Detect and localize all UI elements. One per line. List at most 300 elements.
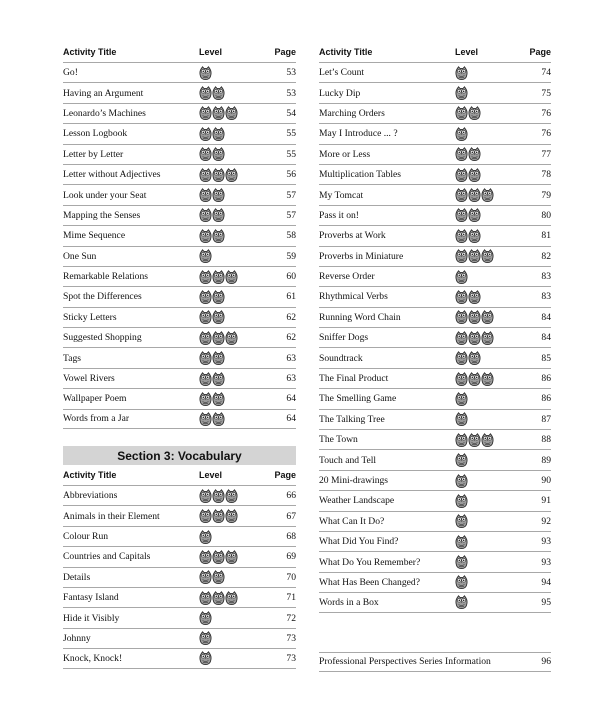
page-header: Page (529, 47, 551, 57)
page-number: 69 (286, 551, 296, 563)
level-owls (455, 351, 510, 365)
page-number: 63 (286, 352, 296, 364)
level-owls (199, 550, 254, 564)
table-row (63, 368, 296, 388)
page-number: 54 (286, 107, 296, 119)
activity-title: What Can It Do? (319, 515, 385, 527)
page-number: 83 (541, 291, 551, 303)
level-owls (199, 351, 254, 365)
level-owls (455, 433, 510, 447)
activity-title: What Do You Remember? (319, 556, 421, 568)
owl-icon (199, 509, 212, 523)
owl-icon (212, 106, 225, 120)
owl-icon (199, 570, 212, 584)
left-rows (63, 62, 296, 429)
owl-icon (455, 270, 468, 284)
owl-icon (468, 310, 481, 324)
owl-icon (481, 433, 494, 447)
activity-title: Tags (63, 352, 81, 364)
activity-title: The Final Product (319, 373, 389, 385)
activity-title: What Has Been Changed? (319, 576, 420, 588)
owl-icon (455, 351, 468, 365)
level-owls (455, 249, 510, 263)
owl-icon (199, 351, 212, 365)
table-row (63, 607, 296, 627)
page-number: 53 (286, 67, 296, 79)
owl-icon (225, 331, 238, 345)
page-number: 64 (286, 413, 296, 425)
activity-title-header: Activity Title (63, 47, 117, 57)
owl-icon (481, 331, 494, 345)
level-header: Level (199, 470, 223, 481)
owl-icon (455, 392, 468, 406)
owl-icon (199, 290, 212, 304)
table-row (319, 286, 551, 306)
page-number: 85 (541, 352, 551, 364)
owl-icon (225, 509, 238, 523)
activity-title: 20 Mini-drawings (319, 475, 389, 486)
activity-title: Proverbs in Miniature (319, 250, 404, 262)
level-owls (455, 372, 510, 386)
owl-icon (199, 208, 212, 222)
owl-icon (199, 530, 212, 544)
owl-icon (225, 489, 238, 503)
owl-icon (199, 168, 212, 182)
level-owls (199, 168, 254, 182)
owl-icon (468, 249, 481, 263)
professional-perspectives-title: Professional Perspectives Series Information (319, 656, 491, 668)
level-owls (455, 147, 510, 161)
owl-icon (455, 249, 468, 263)
activity-title: Colour Run (63, 531, 109, 542)
level-owls (455, 66, 510, 80)
owl-icon (212, 310, 225, 324)
owl-icon (199, 147, 212, 161)
level-owls (199, 147, 254, 161)
owl-icon (455, 86, 468, 100)
table-row (319, 327, 551, 347)
owl-icon (212, 331, 225, 345)
owl-icon (481, 188, 494, 202)
activity-title: Pass it on! (319, 209, 359, 221)
owl-icon (468, 433, 481, 447)
page-number: 70 (286, 571, 296, 583)
activity-title: Words from a Jar (63, 413, 130, 425)
level-owls (455, 106, 510, 120)
level-owls (199, 412, 254, 426)
level-owls (455, 229, 510, 243)
owl-icon (455, 208, 468, 222)
activity-title: Letter by Letter (63, 148, 124, 160)
level-owls (455, 412, 510, 426)
table-row (319, 531, 551, 551)
table-row (63, 225, 296, 245)
page-number: 84 (541, 311, 551, 323)
owl-icon (212, 290, 225, 304)
page-number: 72 (286, 612, 296, 624)
table-row (319, 388, 551, 408)
page-number: 78 (541, 169, 551, 181)
activity-title: Animals in their Element (63, 510, 160, 522)
owl-icon (212, 147, 225, 161)
level-owls (455, 555, 510, 569)
activity-title: Let’s Count (319, 67, 365, 79)
page-number: 88 (541, 434, 551, 446)
professional-perspectives-row (319, 652, 551, 672)
page-number: 53 (286, 87, 296, 99)
section3-rows (63, 485, 296, 669)
table-row (63, 327, 296, 347)
table-row (63, 123, 296, 143)
table-row (319, 307, 551, 327)
owl-icon (212, 570, 225, 584)
table-row (63, 505, 296, 525)
activity-title: Words in a Box (319, 596, 379, 608)
table-row (63, 205, 296, 225)
activity-title: Fantasy Island (63, 592, 119, 604)
activity-title: Having an Argument (63, 87, 144, 99)
professional-perspectives-page: 96 (541, 656, 551, 668)
owl-icon (225, 270, 238, 284)
page-number: 62 (286, 332, 296, 344)
table-row (319, 592, 551, 612)
page-number: 84 (541, 332, 551, 344)
owl-icon (455, 188, 468, 202)
table-row (319, 551, 551, 571)
owl-icon (481, 249, 494, 263)
owl-icon (455, 127, 468, 141)
page-number: 67 (286, 510, 296, 522)
owl-icon (468, 290, 481, 304)
owl-icon (199, 249, 212, 263)
right-rows (319, 62, 551, 613)
activity-title: The Smelling Game (319, 393, 397, 405)
level-owls (455, 208, 510, 222)
activity-title: Hide it Visibly (63, 612, 120, 624)
table-row (63, 648, 296, 668)
level-owls (455, 188, 510, 202)
table-row (63, 307, 296, 327)
owl-icon (199, 127, 212, 141)
level-owls (199, 570, 254, 584)
owl-icon (212, 550, 225, 564)
activity-title: What Did You Find? (319, 536, 399, 548)
owl-icon (199, 651, 212, 665)
level-owls (455, 575, 510, 589)
level-owls (455, 270, 510, 284)
level-owls (199, 611, 254, 625)
owl-icon (199, 591, 212, 605)
owl-icon (468, 372, 481, 386)
table-row (319, 103, 551, 123)
owl-icon (455, 575, 468, 589)
owl-icon (455, 535, 468, 549)
table-row (63, 567, 296, 587)
activity-title: Details (63, 571, 91, 583)
activity-title-header: Activity Title (63, 470, 117, 481)
owl-icon (199, 188, 212, 202)
owl-icon (455, 168, 468, 182)
owl-icon (225, 591, 238, 605)
page-number: 90 (541, 475, 551, 486)
activity-title: Rhythmical Verbs (319, 291, 388, 303)
activity-title: My Tomcat (319, 189, 364, 201)
table-row (319, 144, 551, 164)
activity-title: Reverse Order (319, 271, 375, 283)
owl-icon (468, 147, 481, 161)
level-owls (199, 86, 254, 100)
level-header: Level (455, 47, 479, 57)
activity-title: Vowel Rivers (63, 373, 115, 385)
activity-title: Go! (63, 67, 78, 79)
activity-title: Suggested Shopping (63, 332, 142, 344)
table-row (63, 144, 296, 164)
table-row (319, 347, 551, 367)
page-number: 86 (541, 393, 551, 405)
activity-title: Wallpaper Poem (63, 393, 127, 405)
activity-title: More or Less (319, 148, 371, 160)
level-owls (455, 535, 510, 549)
page-number: 68 (286, 531, 296, 542)
owl-icon (455, 66, 468, 80)
right-column (319, 42, 551, 672)
table-header-section3 (63, 465, 296, 485)
activity-title: Look under your Seat (63, 189, 147, 201)
table-row (63, 286, 296, 306)
table-header-right (319, 42, 551, 62)
page-number: 80 (541, 209, 551, 221)
owl-icon (199, 611, 212, 625)
page-number: 91 (541, 495, 551, 507)
table-row (319, 429, 551, 449)
activity-title: The Town (319, 434, 358, 446)
table-row (319, 205, 551, 225)
owl-icon (212, 489, 225, 503)
page-number: 61 (286, 291, 296, 303)
page-number: 93 (541, 556, 551, 568)
level-owls (455, 494, 510, 508)
table-row (63, 103, 296, 123)
owl-icon (199, 631, 212, 645)
page-number: 59 (286, 250, 296, 262)
page-header: Page (274, 47, 296, 57)
owl-icon (212, 270, 225, 284)
level-owls (455, 453, 510, 467)
page-number: 92 (541, 515, 551, 527)
level-owls (199, 651, 254, 665)
owl-icon (212, 229, 225, 243)
table-row (319, 572, 551, 592)
owl-icon (455, 474, 468, 488)
table-row (63, 587, 296, 607)
owl-icon (225, 168, 238, 182)
page-number: 62 (286, 311, 296, 323)
table-row (319, 62, 551, 82)
level-owls (455, 514, 510, 528)
page-number: 57 (286, 189, 296, 201)
level-owls (199, 270, 254, 284)
page-number: 64 (286, 393, 296, 405)
level-owls (199, 392, 254, 406)
level-owls (199, 188, 254, 202)
level-owls (455, 392, 510, 406)
activity-title: Marching Orders (319, 107, 385, 119)
activity-title: Abbreviations (63, 490, 118, 502)
table-row (63, 164, 296, 184)
owl-icon (468, 106, 481, 120)
table-row (319, 449, 551, 469)
level-owls (199, 290, 254, 304)
owl-icon (468, 168, 481, 182)
activity-title: Weather Landscape (319, 495, 395, 507)
owl-icon (212, 188, 225, 202)
level-owls (199, 208, 254, 222)
table-row (63, 266, 296, 286)
owl-icon (455, 147, 468, 161)
owl-icon (455, 290, 468, 304)
activity-title: Countries and Capitals (63, 551, 151, 563)
level-owls (199, 127, 254, 141)
activity-title: Lesson Logbook (63, 128, 128, 140)
activity-title: Remarkable Relations (63, 271, 148, 283)
table-row (319, 490, 551, 510)
page-number: 94 (541, 576, 551, 588)
page-number: 74 (541, 67, 551, 79)
table-row (63, 82, 296, 102)
table-row (319, 225, 551, 245)
activity-title: Knock, Knock! (63, 652, 123, 664)
owl-icon (212, 127, 225, 141)
page-number: 86 (541, 373, 551, 385)
level-owls (199, 509, 254, 523)
owl-icon (199, 270, 212, 284)
table-row (319, 368, 551, 388)
page-number: 79 (541, 189, 551, 201)
table-row (319, 184, 551, 204)
activity-title: Leonardo’s Machines (63, 107, 146, 119)
activity-title: The Talking Tree (319, 413, 385, 425)
owl-icon (199, 372, 212, 386)
page-number: 55 (286, 148, 296, 160)
owl-icon (199, 106, 212, 120)
owl-icon (225, 106, 238, 120)
level-owls (199, 372, 254, 386)
owl-icon (455, 310, 468, 324)
table-row (63, 628, 296, 648)
owl-icon (455, 433, 468, 447)
level-owls (455, 86, 510, 100)
activity-title: Sticky Letters (63, 311, 117, 323)
owl-icon (455, 229, 468, 243)
page-number: 82 (541, 250, 551, 262)
owl-icon (481, 310, 494, 324)
level-owls (455, 290, 510, 304)
owl-icon (468, 229, 481, 243)
page-number: 83 (541, 271, 551, 283)
owl-icon (225, 550, 238, 564)
level-owls (455, 474, 510, 488)
owl-icon (212, 591, 225, 605)
page-number: 71 (286, 592, 296, 604)
activity-title: Letter without Adjectives (63, 169, 161, 181)
table-row (63, 388, 296, 408)
owl-icon (455, 453, 468, 467)
activity-title: One Sun (63, 250, 97, 262)
owl-icon (199, 392, 212, 406)
level-owls (199, 106, 254, 120)
page-number: 56 (286, 169, 296, 181)
owl-icon (455, 514, 468, 528)
table-row (319, 511, 551, 531)
page-number: 58 (286, 230, 296, 242)
level-owls (199, 631, 254, 645)
owl-icon (468, 188, 481, 202)
activity-title: Multiplication Tables (319, 169, 402, 181)
activity-title: Running Word Chain (319, 311, 401, 323)
table-row (319, 266, 551, 286)
owl-icon (212, 372, 225, 386)
level-owls (199, 229, 254, 243)
level-owls (199, 530, 254, 544)
level-owls (455, 168, 510, 182)
professional-perspectives-block (319, 652, 551, 672)
page-number: 57 (286, 209, 296, 221)
level-owls (455, 331, 510, 345)
level-header: Level (199, 47, 223, 57)
owl-icon (199, 86, 212, 100)
owl-icon (212, 509, 225, 523)
page-number: 63 (286, 373, 296, 385)
activity-title: Johnny (63, 632, 91, 644)
page-number: 75 (541, 87, 551, 99)
table-row (319, 164, 551, 184)
page-number: 93 (541, 536, 551, 548)
owl-icon (212, 351, 225, 365)
owl-icon (455, 494, 468, 508)
level-owls (455, 127, 510, 141)
page-number: 81 (541, 230, 551, 242)
left-column (63, 42, 296, 669)
table-row (63, 246, 296, 266)
page-number: 76 (541, 107, 551, 119)
owl-icon (455, 412, 468, 426)
activity-title: Mapping the Senses (63, 209, 141, 221)
level-owls (199, 249, 254, 263)
activity-title: Soundtrack (319, 352, 363, 364)
table-row (63, 485, 296, 505)
page-header: Page (274, 470, 296, 481)
owl-icon (199, 550, 212, 564)
section-3-heading (63, 446, 296, 465)
table-row (319, 123, 551, 143)
level-owls (199, 591, 254, 605)
owl-icon (212, 208, 225, 222)
owl-icon (199, 310, 212, 324)
page-number: 73 (286, 652, 296, 664)
activity-title: Proverbs at Work (319, 230, 386, 242)
table-row (63, 62, 296, 82)
table-row (63, 347, 296, 367)
activity-title: Spot the Differences (63, 291, 142, 303)
table-row (63, 546, 296, 566)
activity-title: Lucky Dip (319, 87, 361, 99)
owl-icon (199, 412, 212, 426)
owl-icon (455, 372, 468, 386)
activity-title: Touch and Tell (319, 454, 377, 466)
owl-icon (212, 412, 225, 426)
owl-icon (468, 331, 481, 345)
activity-title-header: Activity Title (319, 47, 373, 57)
